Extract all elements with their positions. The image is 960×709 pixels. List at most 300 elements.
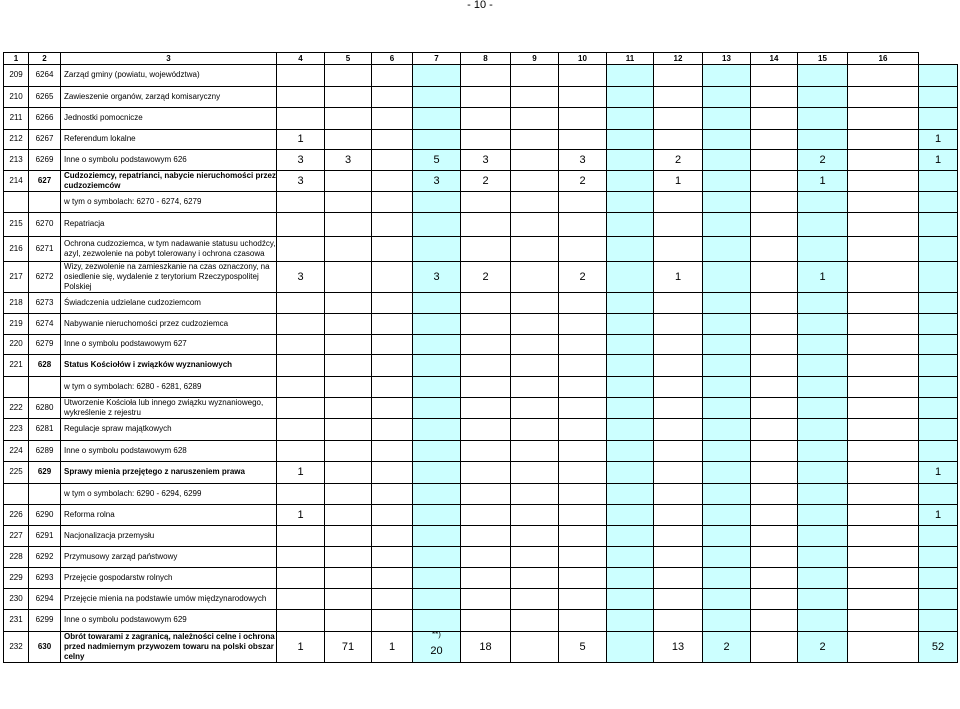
value-cell bbox=[654, 419, 703, 441]
value-cell bbox=[277, 589, 325, 610]
value-cell: 1 bbox=[919, 150, 958, 171]
column-header: 10 bbox=[559, 53, 607, 65]
column-header: 7 bbox=[413, 53, 461, 65]
table-row bbox=[4, 376, 958, 398]
category-code: 628 bbox=[29, 355, 61, 377]
value-cell bbox=[703, 483, 751, 504]
value-cell bbox=[559, 398, 607, 419]
category-description: Referendum lokalne bbox=[61, 129, 277, 150]
value-cell: 1 bbox=[372, 631, 413, 662]
value-cell bbox=[607, 236, 654, 261]
value-cell bbox=[703, 376, 751, 398]
value-cell bbox=[919, 261, 958, 292]
value-cell bbox=[703, 419, 751, 441]
value-cell bbox=[461, 483, 511, 504]
value-cell: 2 bbox=[798, 150, 848, 171]
row-number: 215 bbox=[4, 213, 29, 237]
category-description: w tym o symbolach: 6270 - 6274, 6279 bbox=[61, 192, 277, 213]
value-cell bbox=[798, 398, 848, 419]
value-cell bbox=[607, 483, 654, 504]
value-cell bbox=[848, 419, 919, 441]
value-cell bbox=[325, 213, 372, 237]
row-number: 230 bbox=[4, 589, 29, 610]
value-cell bbox=[511, 525, 559, 547]
value-cell bbox=[277, 192, 325, 213]
row-number: 217 bbox=[4, 261, 29, 292]
value-cell bbox=[798, 129, 848, 150]
value-cell bbox=[511, 610, 559, 632]
category-description: Przymusowy zarząd państwowy bbox=[61, 547, 277, 568]
table-row bbox=[4, 440, 958, 462]
table-row bbox=[4, 292, 958, 314]
value-cell bbox=[751, 292, 798, 314]
row-number bbox=[4, 483, 29, 504]
value-cell bbox=[848, 150, 919, 171]
value-cell bbox=[559, 108, 607, 130]
category-code: 6279 bbox=[29, 334, 61, 355]
value-cell bbox=[919, 525, 958, 547]
value-cell bbox=[325, 355, 372, 377]
value-cell bbox=[919, 440, 958, 462]
row-number: 229 bbox=[4, 568, 29, 589]
row-number: 221 bbox=[4, 355, 29, 377]
value-cell bbox=[654, 129, 703, 150]
value-cell: 1 bbox=[654, 171, 703, 192]
value-cell bbox=[511, 171, 559, 192]
value-cell: 3 bbox=[413, 171, 461, 192]
row-number: 227 bbox=[4, 525, 29, 547]
value-cell bbox=[372, 292, 413, 314]
value-cell bbox=[848, 504, 919, 525]
value-cell bbox=[413, 65, 461, 87]
value-cell bbox=[511, 86, 559, 108]
value-cell bbox=[372, 213, 413, 237]
value-cell bbox=[703, 355, 751, 377]
value-cell: 1 bbox=[798, 171, 848, 192]
table-row bbox=[4, 171, 958, 192]
value-cell bbox=[607, 213, 654, 237]
row-number: 219 bbox=[4, 314, 29, 335]
value-cell: 3 bbox=[559, 150, 607, 171]
row-number: 214 bbox=[4, 171, 29, 192]
value-cell bbox=[461, 236, 511, 261]
value-cell bbox=[848, 483, 919, 504]
value-cell bbox=[413, 462, 461, 484]
value-cell bbox=[654, 610, 703, 632]
value-cell bbox=[413, 86, 461, 108]
value-cell bbox=[372, 65, 413, 87]
value-cell bbox=[798, 86, 848, 108]
value-cell bbox=[919, 65, 958, 87]
value-cell bbox=[413, 631, 461, 662]
value-cell bbox=[751, 86, 798, 108]
value-cell bbox=[559, 462, 607, 484]
value-cell bbox=[607, 314, 654, 335]
value-cell: 3 bbox=[277, 261, 325, 292]
value-cell bbox=[413, 213, 461, 237]
value-cell bbox=[461, 440, 511, 462]
value-cell bbox=[372, 129, 413, 150]
value-cell bbox=[511, 261, 559, 292]
value-cell bbox=[511, 483, 559, 504]
value-cell bbox=[751, 504, 798, 525]
value-cell bbox=[751, 150, 798, 171]
value-cell bbox=[751, 610, 798, 632]
value-cell bbox=[511, 504, 559, 525]
value-cell bbox=[751, 334, 798, 355]
value-cell bbox=[751, 314, 798, 335]
value-cell bbox=[413, 419, 461, 441]
value-cell: 5 bbox=[413, 150, 461, 171]
value-cell bbox=[703, 568, 751, 589]
value-cell bbox=[607, 631, 654, 662]
value-cell bbox=[559, 419, 607, 441]
row-number bbox=[4, 376, 29, 398]
value-cell bbox=[325, 419, 372, 441]
row-number: 226 bbox=[4, 504, 29, 525]
category-description: Nabywanie nieruchomości przez cudzoziemca bbox=[61, 314, 277, 335]
value-cell bbox=[277, 547, 325, 568]
value-cell bbox=[848, 376, 919, 398]
value-cell bbox=[461, 86, 511, 108]
value-cell bbox=[798, 334, 848, 355]
value-cell bbox=[848, 398, 919, 419]
value-cell bbox=[607, 610, 654, 632]
category-code: 6274 bbox=[29, 314, 61, 335]
row-number: 232 bbox=[4, 631, 29, 662]
value-cell bbox=[511, 213, 559, 237]
value-cell bbox=[277, 610, 325, 632]
value-cell bbox=[511, 65, 559, 87]
value-cell bbox=[798, 483, 848, 504]
value-cell bbox=[848, 129, 919, 150]
value-cell: 3 bbox=[413, 261, 461, 292]
value-cell bbox=[751, 355, 798, 377]
value-cell bbox=[372, 150, 413, 171]
value-cell bbox=[654, 376, 703, 398]
value-cell bbox=[559, 86, 607, 108]
category-description: Inne o symbolu podstawowym 627 bbox=[61, 334, 277, 355]
value-cell bbox=[325, 108, 372, 130]
category-description: Repatriacja bbox=[61, 213, 277, 237]
value-cell bbox=[607, 525, 654, 547]
value-cell bbox=[277, 65, 325, 87]
value-cell: 2 bbox=[703, 631, 751, 662]
value-cell bbox=[798, 292, 848, 314]
value-cell bbox=[703, 589, 751, 610]
value-cell bbox=[919, 589, 958, 610]
category-description: Przejęcie gospodarstw rolnych bbox=[61, 568, 277, 589]
value-cell bbox=[413, 547, 461, 568]
category-code: 6271 bbox=[29, 236, 61, 261]
value-cell bbox=[798, 355, 848, 377]
value-cell bbox=[751, 589, 798, 610]
value-cell bbox=[413, 334, 461, 355]
value-cell bbox=[919, 610, 958, 632]
value-cell bbox=[461, 610, 511, 632]
value-cell bbox=[654, 355, 703, 377]
value-cell bbox=[798, 547, 848, 568]
row-number: 212 bbox=[4, 129, 29, 150]
category-description: Inne o symbolu podstawowym 628 bbox=[61, 440, 277, 462]
value-cell: 1 bbox=[277, 504, 325, 525]
value-cell bbox=[654, 314, 703, 335]
value-cell bbox=[703, 610, 751, 632]
value-cell bbox=[461, 589, 511, 610]
table-row bbox=[4, 525, 958, 547]
value-cell bbox=[511, 236, 559, 261]
column-header: 5 bbox=[325, 53, 372, 65]
value-cell bbox=[559, 483, 607, 504]
value-cell bbox=[607, 192, 654, 213]
category-description: Przejęcie mienia na podstawie umów międzynarodowych bbox=[61, 589, 277, 610]
value-cell bbox=[848, 192, 919, 213]
value-cell: 71 bbox=[325, 631, 372, 662]
value-cell bbox=[277, 440, 325, 462]
value-cell bbox=[559, 65, 607, 87]
value-cell bbox=[325, 236, 372, 261]
value-cell bbox=[413, 525, 461, 547]
value-cell: 52 bbox=[919, 631, 958, 662]
value-cell bbox=[372, 261, 413, 292]
value-cell bbox=[654, 589, 703, 610]
value-cell bbox=[703, 462, 751, 484]
value-cell: 1 bbox=[277, 462, 325, 484]
value-cell bbox=[559, 504, 607, 525]
value-cell bbox=[919, 419, 958, 441]
category-code: 629 bbox=[29, 462, 61, 484]
category-description: Regulacje spraw majątkowych bbox=[61, 419, 277, 441]
table-row bbox=[4, 108, 958, 130]
value-cell bbox=[848, 631, 919, 662]
value-cell bbox=[277, 292, 325, 314]
value-cell bbox=[372, 376, 413, 398]
value-cell bbox=[277, 86, 325, 108]
value-cell bbox=[413, 483, 461, 504]
value-cell bbox=[461, 334, 511, 355]
value-cell: 2 bbox=[798, 631, 848, 662]
value-cell bbox=[559, 610, 607, 632]
column-header: 14 bbox=[751, 53, 798, 65]
category-description: Wizy, zezwolenie na zamieszkanie na czas oznaczony, na osiedlenie się, wydalenie z terytorium Rzeczypospolitej Polskiej bbox=[61, 261, 277, 292]
column-header: 2 bbox=[29, 53, 61, 65]
value-cell bbox=[413, 192, 461, 213]
category-description: Inne o symbolu podstawowym 626 bbox=[61, 150, 277, 171]
value-cell bbox=[848, 171, 919, 192]
table-row bbox=[4, 610, 958, 632]
value-cell bbox=[607, 440, 654, 462]
value-cell: 2 bbox=[654, 150, 703, 171]
value-cell: 2 bbox=[461, 261, 511, 292]
value-cell bbox=[751, 547, 798, 568]
value-cell: 1 bbox=[277, 631, 325, 662]
value-cell: 2 bbox=[559, 261, 607, 292]
value-cell: 1 bbox=[277, 129, 325, 150]
value-cell bbox=[372, 547, 413, 568]
table-row bbox=[4, 547, 958, 568]
value-cell bbox=[372, 610, 413, 632]
value-cell bbox=[848, 355, 919, 377]
value-cell bbox=[277, 376, 325, 398]
value-cell bbox=[413, 376, 461, 398]
value-cell bbox=[413, 236, 461, 261]
value-cell bbox=[654, 213, 703, 237]
value-cell bbox=[372, 462, 413, 484]
category-code: 6264 bbox=[29, 65, 61, 87]
category-code: 6289 bbox=[29, 440, 61, 462]
value-cell: 1 bbox=[919, 129, 958, 150]
value-cell bbox=[607, 589, 654, 610]
value-cell bbox=[703, 65, 751, 87]
value-cell bbox=[511, 419, 559, 441]
value-cell bbox=[848, 213, 919, 237]
value-cell bbox=[511, 376, 559, 398]
row-number: 209 bbox=[4, 65, 29, 87]
value-cell: 1 bbox=[919, 462, 958, 484]
value-cell bbox=[372, 525, 413, 547]
value-cell bbox=[848, 292, 919, 314]
value-cell bbox=[703, 171, 751, 192]
value-cell bbox=[277, 483, 325, 504]
row-number: 228 bbox=[4, 547, 29, 568]
value-cell bbox=[372, 314, 413, 335]
row-number: 220 bbox=[4, 334, 29, 355]
value-cell bbox=[607, 376, 654, 398]
table-row bbox=[4, 129, 958, 150]
value-cell bbox=[919, 314, 958, 335]
column-header: 4 bbox=[277, 53, 325, 65]
column-header: 16 bbox=[848, 53, 919, 65]
category-code: 6270 bbox=[29, 213, 61, 237]
value-cell bbox=[277, 236, 325, 261]
value-cell bbox=[607, 86, 654, 108]
value-cell bbox=[325, 65, 372, 87]
value-cell bbox=[325, 568, 372, 589]
category-code: 6267 bbox=[29, 129, 61, 150]
value-cell bbox=[325, 589, 372, 610]
value-cell bbox=[703, 292, 751, 314]
value-cell bbox=[848, 86, 919, 108]
row-number: 216 bbox=[4, 236, 29, 261]
value-cell bbox=[703, 504, 751, 525]
value-cell bbox=[461, 419, 511, 441]
value-cell bbox=[919, 483, 958, 504]
value-cell bbox=[798, 236, 848, 261]
value-cell bbox=[559, 314, 607, 335]
value-cell bbox=[461, 292, 511, 314]
value-cell bbox=[413, 314, 461, 335]
value-cell bbox=[511, 129, 559, 150]
value-cell bbox=[751, 462, 798, 484]
value-cell bbox=[751, 129, 798, 150]
value-cell: 5 bbox=[559, 631, 607, 662]
category-code: 6273 bbox=[29, 292, 61, 314]
value-cell bbox=[798, 440, 848, 462]
value-cell bbox=[559, 236, 607, 261]
value-cell bbox=[461, 376, 511, 398]
value-cell bbox=[511, 292, 559, 314]
value-cell bbox=[798, 65, 848, 87]
value-cell bbox=[372, 355, 413, 377]
value-cell bbox=[798, 504, 848, 525]
value-cell bbox=[607, 504, 654, 525]
value-cell bbox=[798, 462, 848, 484]
value-cell bbox=[798, 108, 848, 130]
value-cell bbox=[461, 547, 511, 568]
value-cell bbox=[703, 236, 751, 261]
value-cell bbox=[798, 376, 848, 398]
row-number: 213 bbox=[4, 150, 29, 171]
value-cell: 18 bbox=[461, 631, 511, 662]
value-cell bbox=[751, 236, 798, 261]
value-cell bbox=[372, 108, 413, 130]
value-cell: 3 bbox=[325, 150, 372, 171]
value-cell bbox=[372, 398, 413, 419]
value-cell bbox=[751, 419, 798, 441]
value-cell bbox=[848, 108, 919, 130]
value-cell: 2 bbox=[461, 171, 511, 192]
value-cell bbox=[372, 440, 413, 462]
category-code: 6292 bbox=[29, 547, 61, 568]
table-row bbox=[4, 504, 958, 525]
category-description: Cudzoziemcy, repatrianci, nabycie nieruchomości przez cudzoziemców bbox=[61, 171, 277, 192]
category-description: Zarząd gminy (powiatu, województwa) bbox=[61, 65, 277, 87]
value-cell bbox=[751, 376, 798, 398]
page-number: - 10 - bbox=[467, 0, 493, 11]
value-cell bbox=[511, 440, 559, 462]
value-cell bbox=[277, 398, 325, 419]
value-cell bbox=[325, 376, 372, 398]
value-cell bbox=[654, 462, 703, 484]
value-cell bbox=[919, 334, 958, 355]
value-cell bbox=[461, 129, 511, 150]
column-header: 15 bbox=[798, 53, 848, 65]
table-row bbox=[4, 631, 958, 662]
value-cell bbox=[703, 398, 751, 419]
value-cell bbox=[654, 86, 703, 108]
value-cell bbox=[751, 192, 798, 213]
value-cell bbox=[798, 589, 848, 610]
value-cell bbox=[325, 86, 372, 108]
value-cell bbox=[607, 568, 654, 589]
value-cell bbox=[461, 192, 511, 213]
value-cell bbox=[325, 610, 372, 632]
value-cell bbox=[325, 334, 372, 355]
value-cell bbox=[511, 589, 559, 610]
row-number: 225 bbox=[4, 462, 29, 484]
value-cell bbox=[325, 292, 372, 314]
table-row bbox=[4, 398, 958, 419]
value-cell: 1 bbox=[919, 504, 958, 525]
category-code: 6299 bbox=[29, 610, 61, 632]
value-cell bbox=[848, 261, 919, 292]
row-number: 231 bbox=[4, 610, 29, 632]
table-row bbox=[4, 213, 958, 237]
value-cell bbox=[461, 398, 511, 419]
value-cell bbox=[798, 213, 848, 237]
row-number: 222 bbox=[4, 398, 29, 419]
value-cell bbox=[511, 355, 559, 377]
value-cell bbox=[325, 314, 372, 335]
value-cell bbox=[413, 108, 461, 130]
value-cell bbox=[798, 525, 848, 547]
value-cell bbox=[654, 440, 703, 462]
category-description: Świadczenia udzielane cudzoziemcom bbox=[61, 292, 277, 314]
value-cell bbox=[325, 398, 372, 419]
value-cell: 2 bbox=[559, 171, 607, 192]
category-code: 6293 bbox=[29, 568, 61, 589]
value-cell bbox=[654, 65, 703, 87]
